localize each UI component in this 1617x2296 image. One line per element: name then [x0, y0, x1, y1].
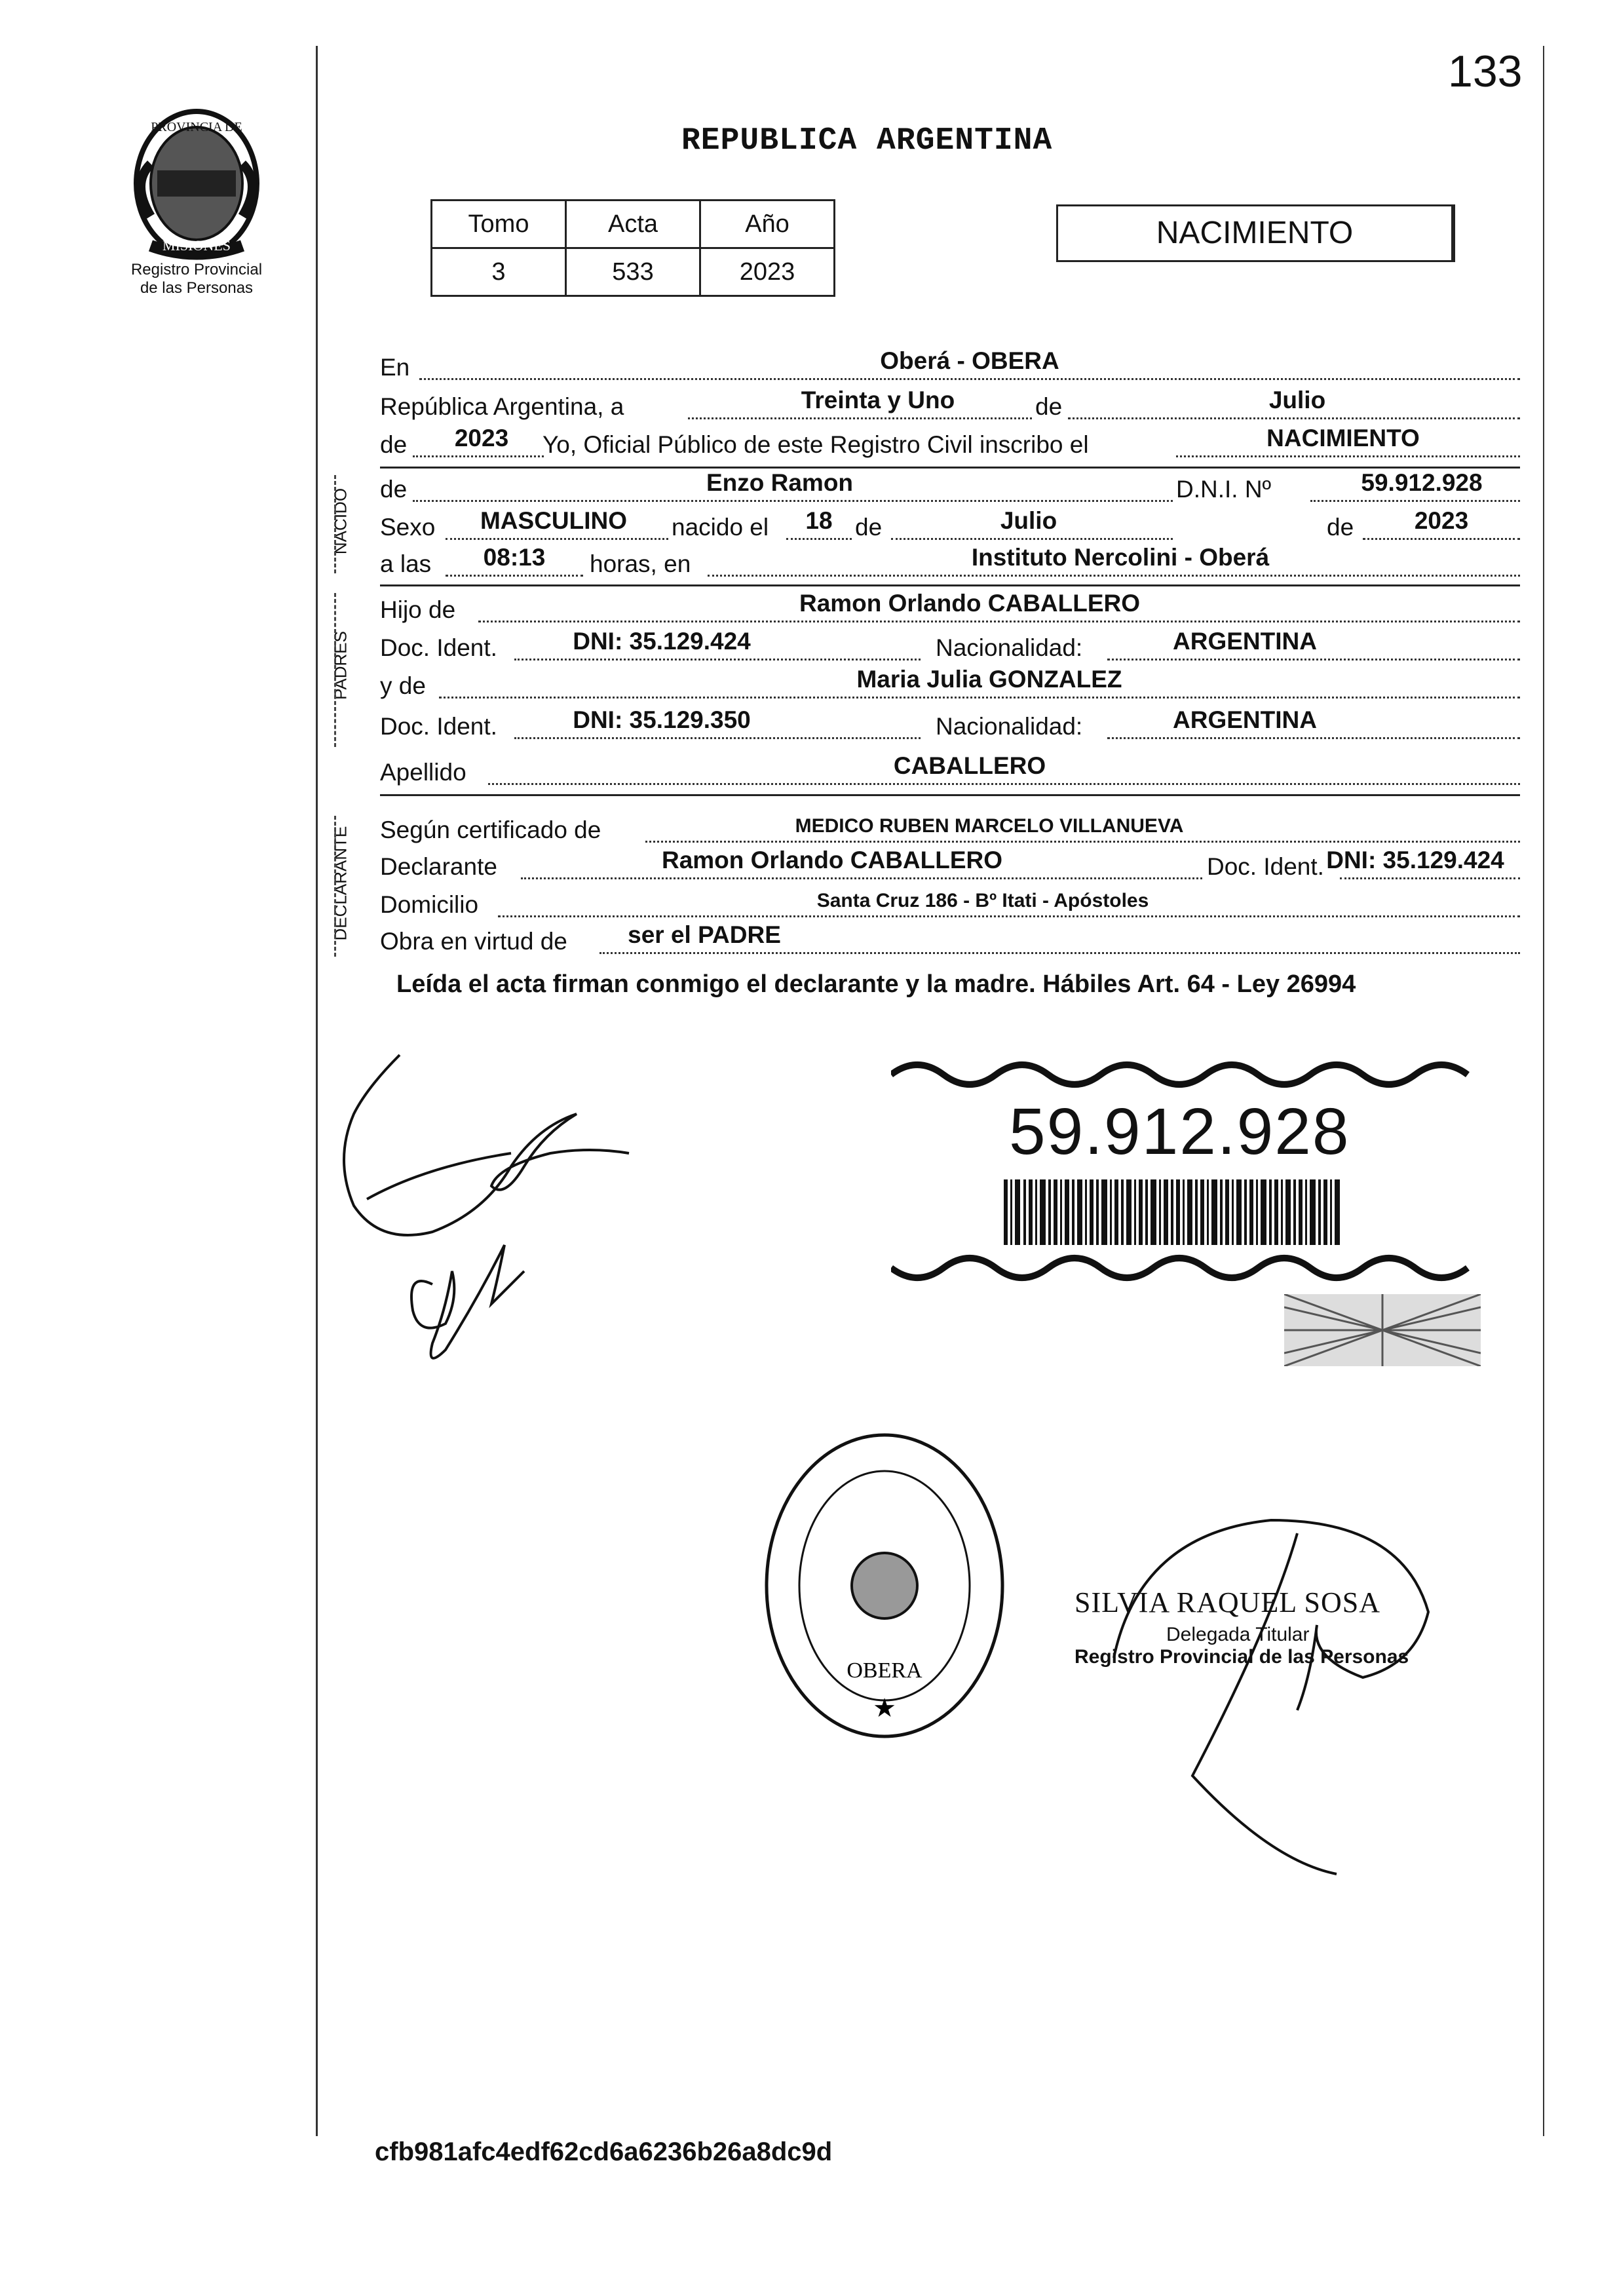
hora-value: 08:13	[483, 544, 546, 571]
padre-doc-value: DNI: 35.129.424	[573, 628, 751, 655]
de-label: de	[1035, 393, 1063, 420]
value-tomo: 3	[432, 248, 566, 296]
row-madre-doc	[380, 706, 1520, 746]
page-number: 133	[1448, 47, 1523, 96]
domicilio-value: Santa Cruz 186 - Bº Itati - Apóstoles	[816, 890, 1149, 911]
row-domicilio	[380, 885, 1520, 924]
domicilio-label: Domicilio	[380, 891, 479, 918]
right-margin-line	[1543, 46, 1544, 2136]
section-divider	[380, 467, 1520, 469]
misiones-coat-of-arms-logo	[118, 105, 275, 262]
dotted-line	[599, 952, 1520, 954]
dotted-line	[498, 915, 1520, 917]
dni-label: D.N.I. Nº	[1176, 476, 1272, 503]
section-label-nacido: NACIDO	[330, 488, 351, 555]
dotted-line	[439, 697, 1520, 698]
lugar-nac-value: Instituto Nercolini - Oberá	[971, 544, 1270, 571]
certificado-label: Según certificado de	[380, 816, 601, 843]
dotted-line	[688, 417, 1032, 419]
header-acta: Acta	[566, 201, 700, 248]
nacionalidad-label: Nacionalidad:	[936, 713, 1083, 740]
padre-value: Ramon Orlando CABALLERO	[799, 590, 1141, 617]
section-bracket	[334, 475, 336, 573]
logo-text-top: PROVINCIA DE	[151, 120, 242, 134]
hijo-label: Hijo de	[380, 596, 456, 623]
nac-anio-value: 2023	[1414, 507, 1469, 534]
left-margin-line	[316, 46, 318, 2136]
oficial-text: Yo, Oficial Público de este Registro Civil inscribo el	[542, 431, 1089, 458]
horas-label: horas, en	[590, 550, 691, 577]
logo-caption	[98, 261, 295, 297]
section-label-padres: PADRES	[330, 631, 351, 700]
row-sexo	[380, 507, 1520, 546]
dotted-line	[1363, 538, 1520, 540]
register-table	[430, 199, 835, 297]
de-label: de	[380, 431, 408, 458]
dotted-line	[1310, 500, 1520, 502]
inscripcion-value: NACIMIENTO	[1266, 425, 1420, 451]
dotted-line	[891, 538, 1173, 540]
document-hash: cfb981afc4edf62cd6a6236b26a8dc9d	[375, 2137, 833, 2166]
logo-text-bottom: MISIONES	[162, 237, 231, 254]
madre-value: Maria Julia GONZALEZ	[856, 666, 1122, 693]
legal-statement: Leída el acta firman conmigo el declarante y la madre. Hábiles Art. 64 - Ley 26994	[396, 970, 1356, 998]
signatory-org: Registro Provincial de las Personas	[1075, 1646, 1409, 1668]
dotted-line	[419, 378, 1520, 380]
dotted-line	[1107, 737, 1520, 739]
dotted-line	[1068, 417, 1520, 419]
stamp-center-text: OBERA	[847, 1658, 923, 1683]
row-madre	[380, 666, 1520, 705]
dotted-line	[446, 538, 668, 540]
register-table-value-row	[432, 248, 835, 296]
dotted-line	[1340, 877, 1520, 879]
row-nombre	[380, 469, 1520, 508]
nacionalidad-label: Nacionalidad:	[936, 634, 1083, 661]
row-padre-doc	[380, 628, 1520, 667]
dotted-line	[514, 737, 921, 739]
dotted-line	[413, 500, 1173, 502]
dotted-line	[488, 783, 1520, 785]
nombre-value: Enzo Ramon	[706, 469, 854, 496]
official-stamp	[760, 1428, 1009, 1743]
dni-value: 59.912.928	[1361, 469, 1483, 496]
section-bracket	[334, 593, 336, 747]
security-pattern-bottom	[891, 1248, 1481, 1288]
row-hora	[380, 544, 1520, 583]
de-label: de	[1327, 514, 1354, 541]
declarante-value: Ramon Orlando CABALLERO	[661, 847, 1003, 873]
dotted-line	[786, 538, 852, 540]
row-certificado	[380, 810, 1520, 849]
doc-label: Doc. Ident.	[380, 634, 497, 661]
obra-value: ser el PADRE	[628, 921, 781, 948]
section-label-declarante: DECLARANTE	[330, 826, 351, 941]
document-type-box: NACIMIENTO	[1056, 204, 1455, 262]
section-divider	[380, 794, 1520, 796]
de-label: de	[855, 514, 883, 541]
stamp-star-icon: ★	[873, 1694, 896, 1723]
row-padre	[380, 590, 1520, 629]
sexo-value: MASCULINO	[480, 507, 628, 534]
signatory-name: SILVIA RAQUEL SOSA	[1075, 1586, 1381, 1618]
logo-caption-line2: de las Personas	[140, 279, 254, 297]
en-label: En	[380, 354, 410, 381]
dotted-line	[478, 621, 1520, 622]
lugar-value: Oberá - OBERA	[880, 347, 1059, 374]
header-tomo: Tomo	[432, 201, 566, 248]
official-signature	[1061, 1494, 1520, 1887]
dotted-line	[514, 659, 921, 660]
row-inscripcion	[380, 425, 1520, 464]
apellido-label: Apellido	[380, 759, 466, 786]
row-declarante	[380, 847, 1520, 886]
nac-dia-value: 18	[805, 507, 833, 534]
value-acta: 533	[566, 248, 700, 296]
logo-caption-line1: Registro Provincial	[130, 261, 263, 278]
a-las-label: a las	[380, 550, 432, 577]
nombre-label: de	[380, 476, 408, 503]
padre-nac-value: ARGENTINA	[1173, 628, 1317, 655]
dni-large-number: 59.912.928	[1009, 1095, 1350, 1168]
declarante-label: Declarante	[380, 853, 497, 880]
madre-doc-value: DNI: 35.129.350	[573, 706, 751, 733]
barcode-icon	[1004, 1179, 1344, 1245]
mes-value: Julio	[1268, 387, 1326, 413]
register-table-header-row	[432, 201, 835, 248]
declarante-doc-value: DNI: 35.129.424	[1326, 847, 1504, 873]
y-de-label: y de	[380, 672, 426, 699]
anio-value: 2023	[454, 425, 509, 451]
apellido-value: CABALLERO	[893, 752, 1046, 779]
dotted-line	[1176, 455, 1520, 457]
dotted-line	[521, 877, 1202, 879]
republica-label: República Argentina, a	[380, 393, 624, 420]
doc-label: Doc. Ident.	[380, 713, 497, 740]
obra-label: Obra en virtud de	[380, 928, 567, 955]
section-bracket	[334, 816, 336, 957]
section-divider	[380, 584, 1520, 586]
value-anio: 2023	[700, 248, 835, 296]
security-hologram-icon	[1284, 1294, 1481, 1366]
row-fecha	[380, 387, 1520, 426]
nacido-label: nacido el	[672, 514, 769, 541]
dotted-line	[446, 575, 583, 577]
dia-texto-value: Treinta y Uno	[801, 387, 955, 413]
dotted-line	[413, 455, 544, 457]
header-anio: Año	[700, 201, 835, 248]
doc-label: Doc. Ident.	[1207, 853, 1324, 880]
dotted-line	[708, 575, 1520, 577]
page-title: REPUBLICA ARGENTINA	[681, 123, 1053, 159]
row-apellido	[380, 752, 1520, 792]
row-lugar	[380, 347, 1520, 387]
sexo-label: Sexo	[380, 514, 436, 541]
row-obra	[380, 921, 1520, 961]
nac-mes-value: Julio	[1000, 507, 1057, 534]
dotted-line	[645, 841, 1520, 843]
declarant-signature	[328, 1035, 721, 1376]
dotted-line	[1107, 659, 1520, 660]
madre-nac-value: ARGENTINA	[1173, 706, 1317, 733]
signatory-role: Delegada Titular	[1166, 1624, 1310, 1645]
certificado-value: MEDICO RUBEN MARCELO VILLANUEVA	[795, 815, 1184, 837]
security-pattern-top	[891, 1055, 1481, 1094]
